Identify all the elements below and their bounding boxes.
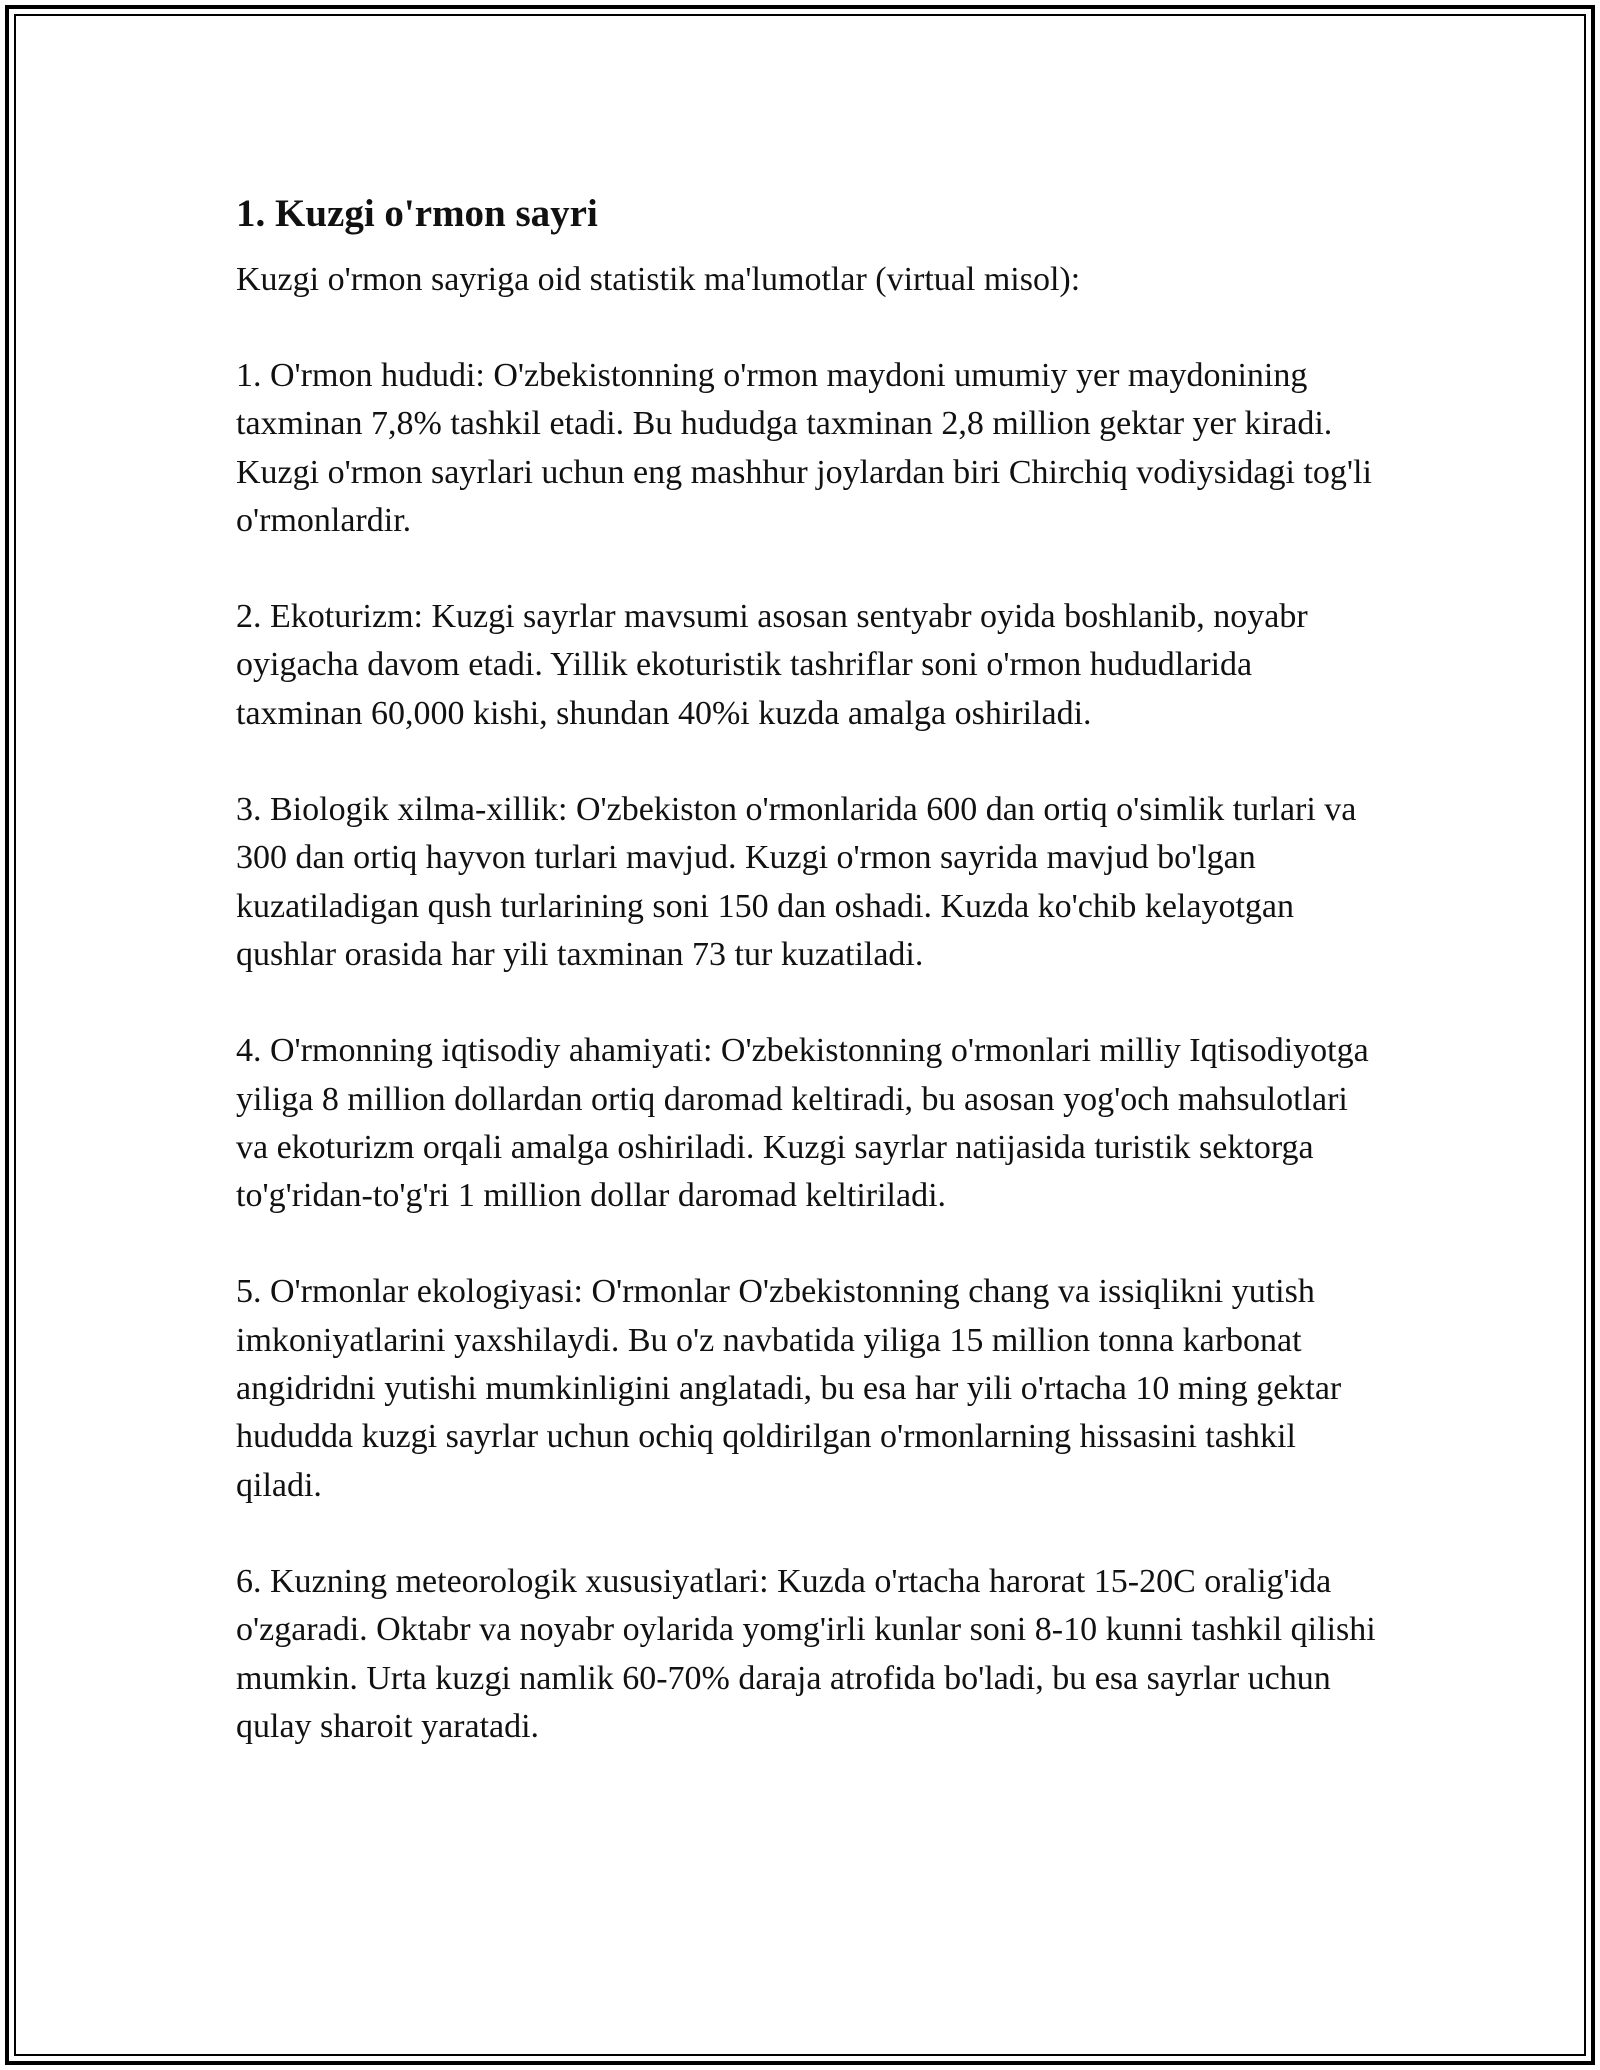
paragraph-forest-area: 1. O'rmon hududi: O'zbekistonning o'rmon maydoni umumiy yer maydonining taxminan 7,8% tashkil etadi. Bu hududga taxminan 2,8 million gektar yer kiradi. Kuzgi o'rmon sayrlari uchun eng mashhur joylardan biri Chirchiq vodiysidagi tog'li o'rmonlardir. [236, 357, 1372, 539]
paragraph-ecology: 5. O'rmonlar ekologiyasi: O'rmonlar O'zbekistonning chang va issiqlikni yutish imkoniyatlarini yaxshilaydi. Bu o'z navbatida yiliga 15 million tonna karbonat angidridni yutishi mumkinligini anglatadi, bu esa har yili o'rtacha 10 ming gektar hududda kuzgi sayrlar uchun ochiq qoldirilgan o'rmonlarning hissasini tashkil qiladi. [236, 1273, 1342, 1504]
document-body [236, 190, 1376, 1751]
paragraph-biodiversity: 3. Biologik xilma-xillik: O'zbekiston o'rmonlarida 600 dan ortiq o'simlik turlari va 300 dan ortiq hayvon turlari mavjud. Kuzgi o'rmon sayrida mavjud bo'lgan kuzatiladigan qush turlarining soni 150 dan oshadi. Kuzda ko'chib kelayotgan qushlar orasida har yili taxminan 73 tur kuzatiladi. [236, 791, 1357, 973]
paragraph-ecotourism: 2. Ekoturizm: Kuzgi sayrlar mavsumi asosan sentyabr oyida boshlanib, noyabr oyigacha davom etadi. Yillik ekoturistik tashriflar soni o'rmon hududlarida taxminan 60,000 kishi, shundan 40%i kuzda amalga oshiriladi. [236, 598, 1308, 732]
page-title: 1. Kuzgi o'rmon sayri [236, 192, 598, 235]
paragraph-economic-importance: 4. O'rmonning iqtisodiy ahamiyati: O'zbekistonning o'rmonlari milliy Iqtisodiyotga yiliga 8 million dollardan ortiq daromad keltiradi, bu asosan yog'och mahsulotlari va ekoturizm orqali amalga oshiriladi. Kuzgi sayrlar natijasida turistik sektorga to'g'ridan-to'g'ri 1 million dollar daromad keltiriladi. [236, 1032, 1369, 1215]
intro-text: Kuzgi o'rmon sayriga oid statistik ma'lumotlar (virtual misol): [236, 261, 1081, 298]
paragraph-meteorology: 6. Kuzning meteorologik xususiyatlari: Kuzda o'rtacha harorat 15-20C oralig'ida o'zgaradi. Oktabr va noyabr oylarida yomg'irli kunlar soni 8-10 kunni tashkil qilishi mumkin. Urta kuzgi namlik 60-70% daraja atrofida bo'ladi, bu esa sayrlar uchun qulay sharoit yaratadi. [236, 1562, 1376, 1745]
